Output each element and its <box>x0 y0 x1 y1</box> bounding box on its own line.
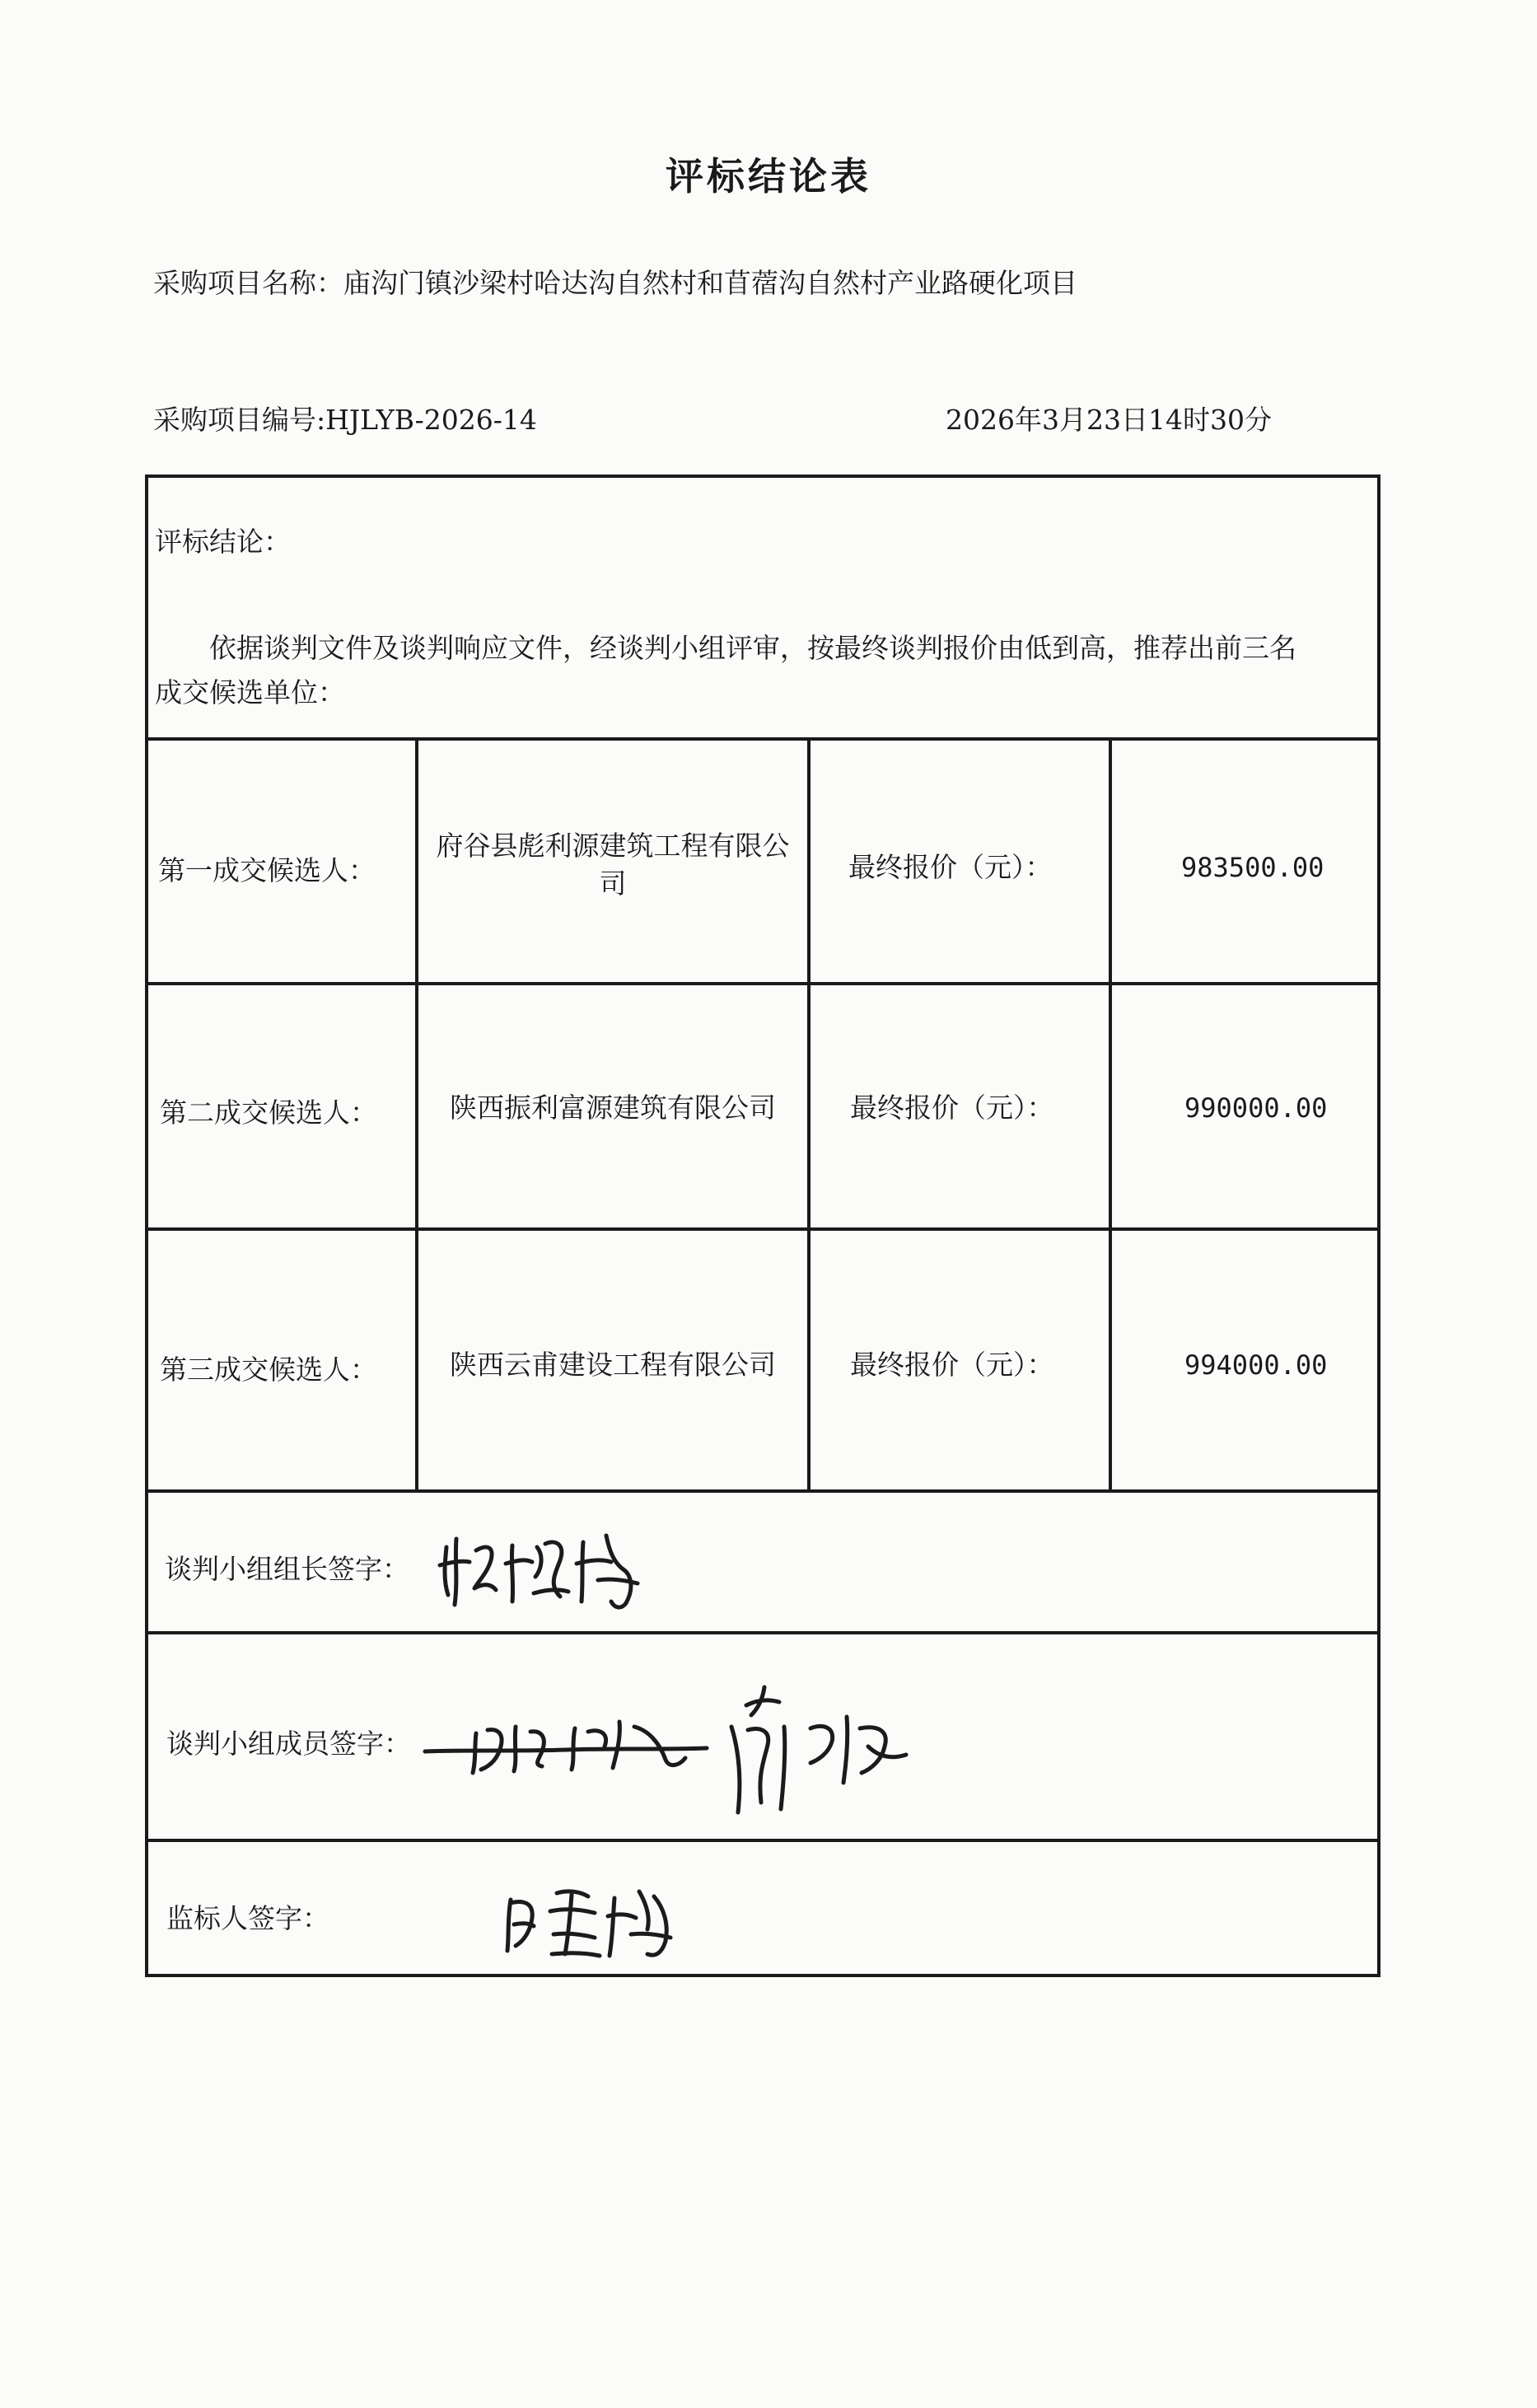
candidate-company <box>423 1346 802 1384</box>
candidate-company-line: 司 <box>599 867 627 900</box>
candidate-rank-label: 第一成交候选人： <box>158 854 376 886</box>
price-label: 最终报价（元）： <box>848 851 1053 883</box>
table-divider <box>148 1489 1379 1493</box>
project-name-line <box>153 262 1077 301</box>
candidate-company-line: 陕西云甫建设工程有限公司 <box>450 1349 776 1381</box>
table-divider <box>148 737 1379 741</box>
candidate-company <box>423 827 802 903</box>
leader-signature-label: 谈判小组组长签字： <box>165 1553 409 1585</box>
candidate-company <box>423 1089 802 1127</box>
project-name: 庙沟门镇沙梁村哈达沟自然村和苜蓿沟自然村产业路硬化项目 <box>343 267 1077 299</box>
candidate-company-line: 陕西振利富源建筑有限公司 <box>450 1092 776 1124</box>
price-label: 最终报价（元）： <box>850 1092 1054 1124</box>
table-divider <box>148 1631 1379 1634</box>
candidate-company-line: 府谷县彪利源建筑工程有限公 <box>436 830 790 862</box>
table-divider <box>148 1839 1379 1842</box>
price-value: 994000.00 <box>1184 1349 1328 1381</box>
price-value: 983500.00 <box>1181 852 1324 883</box>
leader-signature <box>437 1522 651 1621</box>
table-column-divider <box>807 739 811 1491</box>
conclusion-text: 依据谈判文件及谈判响应文件，经谈判小组评审，按最终谈判报价由低到高，推荐出前三名 <box>209 632 1296 664</box>
table-column-divider <box>1109 739 1112 1491</box>
project-number-line <box>153 399 537 437</box>
page-title: 评标结论表 <box>666 154 871 199</box>
table-divider <box>148 982 1379 985</box>
price-value: 990000.00 <box>1184 1092 1328 1124</box>
candidate-rank-label: 第二成交候选人： <box>160 1096 377 1129</box>
conclusion-text-continued: 成交候选单位： <box>155 676 345 708</box>
conclusion-label: 评标结论： <box>155 526 291 558</box>
project-number-label: 采购项目编号: <box>153 404 326 436</box>
price-label: 最终报价（元）： <box>850 1349 1054 1381</box>
project-number: HJLYB-2026-14 <box>325 404 537 436</box>
members-signature <box>418 1681 946 1837</box>
table-divider <box>148 1227 1379 1231</box>
project-name-label: 采购项目名称： <box>153 267 343 299</box>
evaluation-datetime: 2026年3月23日14时30分 <box>946 404 1272 436</box>
supervisor-signature <box>499 1875 680 1966</box>
members-signature-label: 谈判小组成员签字： <box>166 1728 411 1760</box>
candidate-rank-label: 第三成交候选人： <box>160 1354 377 1386</box>
table-column-divider <box>415 739 418 1491</box>
supervisor-signature-label: 监标人签字： <box>166 1902 329 1934</box>
